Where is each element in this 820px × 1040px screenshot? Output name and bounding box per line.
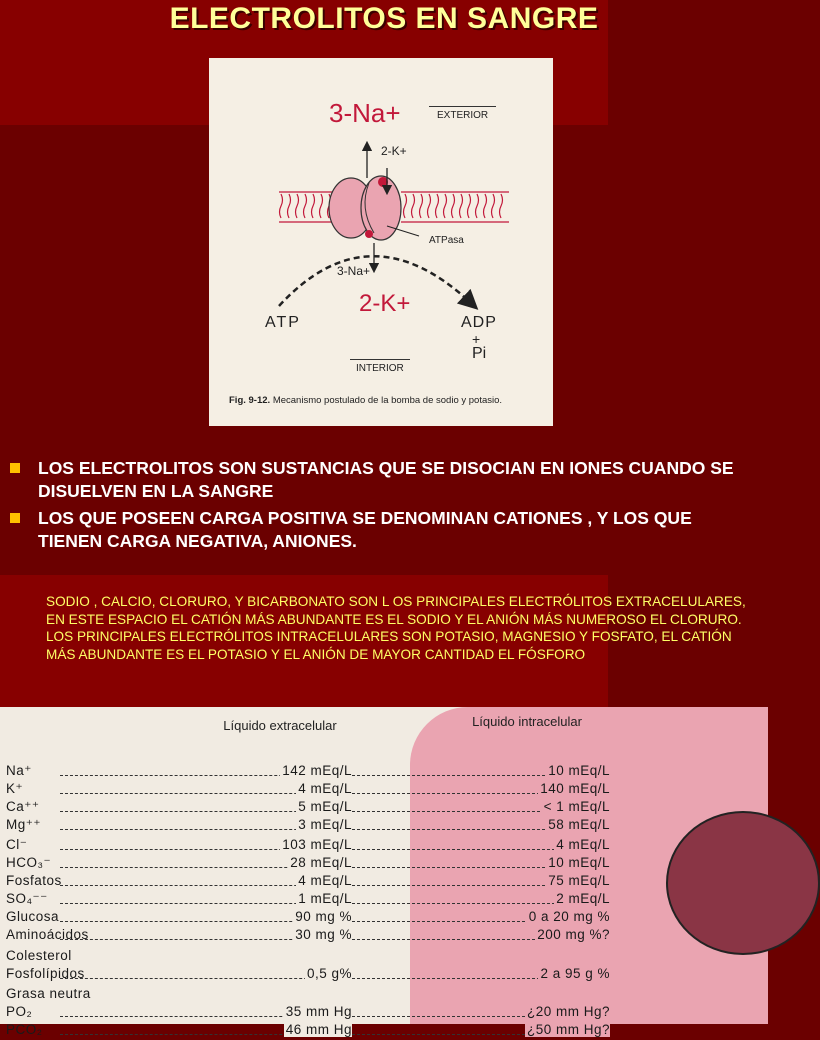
electrolyte-name: Ca⁺⁺ bbox=[6, 799, 40, 814]
table-row bbox=[0, 966, 768, 984]
extracellular-value: 5 mEq/L bbox=[60, 799, 352, 812]
intracellular-value: ¿50 mm Hg? bbox=[352, 1022, 610, 1035]
exterior-label: EXTERIOR bbox=[437, 110, 489, 121]
table-row bbox=[0, 873, 768, 891]
intracellular-value: 0 a 20 mg % bbox=[352, 909, 610, 922]
bullet-text: LOS ELECTROLITOS SON SUSTANCIAS QUE SE DISOCIAN EN IONES CUANDO SE DISUELVEN EN LA SANGRE bbox=[38, 458, 734, 501]
electrolyte-name: Colesterol bbox=[6, 948, 72, 963]
bullet-square-icon bbox=[10, 513, 20, 523]
atp-label: ATP bbox=[265, 314, 301, 331]
electrolyte-name: SO₄⁻⁻ bbox=[6, 891, 48, 906]
extracellular-value: 46 mm Hg bbox=[60, 1022, 352, 1035]
electrolyte-name: Cl⁻ bbox=[6, 837, 28, 852]
extracellular-value: 1 mEq/L bbox=[60, 891, 352, 904]
header-extracellular: Líquido extracelular bbox=[223, 718, 337, 733]
sodium-inside-label: 3-Na+ bbox=[337, 264, 371, 278]
extracellular-value: 35 mm Hg bbox=[60, 1004, 352, 1017]
intracellular-value: 2 a 95 g % bbox=[352, 966, 610, 979]
header-intracellular: Líquido intracelular bbox=[472, 714, 582, 729]
table-row bbox=[0, 909, 768, 927]
caption-number: Fig. 9-12. bbox=[229, 395, 271, 406]
electrolyte-name: Mg⁺⁺ bbox=[6, 817, 42, 832]
table-row bbox=[0, 781, 768, 799]
intracellular-value: 58 mEq/L bbox=[352, 817, 610, 830]
adp-label: ADP bbox=[461, 314, 497, 331]
extracellular-value: 0,5 g% bbox=[60, 966, 352, 979]
extracellular-value: 4 mEq/L bbox=[60, 873, 352, 886]
intracellular-value: 4 mEq/L bbox=[352, 837, 610, 850]
electrolyte-name: PO₂ bbox=[6, 1004, 33, 1019]
electrolytes-paragraph bbox=[46, 593, 756, 663]
table-row bbox=[0, 927, 768, 945]
extracellular-value: 90 mg % bbox=[60, 909, 352, 922]
electrolyte-name: Aminoácidos bbox=[6, 927, 89, 942]
bullet-item bbox=[8, 507, 758, 553]
intracellular-value: 140 mEq/L bbox=[352, 781, 610, 794]
table-row bbox=[0, 891, 768, 909]
intracellular-value: < 1 mEq/L bbox=[352, 799, 610, 812]
intracellular-value: 2 mEq/L bbox=[352, 891, 610, 904]
table-row bbox=[0, 763, 768, 781]
electrolyte-name: Glucosa bbox=[6, 909, 60, 924]
atpase-protein bbox=[329, 176, 401, 240]
table-row bbox=[0, 986, 768, 1004]
extracellular-value: 142 mEq/L bbox=[60, 763, 352, 776]
intracellular-value: 200 mg %? bbox=[352, 927, 610, 940]
extracellular-value: 4 mEq/L bbox=[60, 781, 352, 794]
sodium-potassium-pump-figure bbox=[209, 58, 553, 426]
paragraph-intracellular: LOS PRINCIPALES ELECTRÓLITOS INTRACELULARES SON POTASIO, MAGNESIO Y FOSFATO, EL CATIÓN MÁS ABUNDANTE ES EL POTASIO Y EL ANIÓN DE MAYOR CANTIDAD EL FÓSFORO bbox=[46, 629, 732, 662]
intracellular-value: 10 mEq/L bbox=[352, 763, 610, 776]
potassium-in-label: 2-K+ bbox=[381, 144, 407, 158]
table-row bbox=[0, 817, 768, 835]
bullet-item bbox=[8, 457, 758, 503]
electrolyte-name: Fosfolípidos bbox=[6, 966, 85, 981]
electrolyte-name: Fosfatos bbox=[6, 873, 62, 888]
table-row bbox=[0, 1022, 768, 1040]
potassium-inside-label: 2-K+ bbox=[359, 290, 411, 317]
electrolyte-name: PCO₂ bbox=[6, 1022, 43, 1037]
table-row bbox=[0, 855, 768, 873]
caption-text: Mecanismo postulado de la bomba de sodio y potasio. bbox=[272, 395, 503, 406]
bullet-square-icon bbox=[10, 463, 20, 473]
intracellular-value: 10 mEq/L bbox=[352, 855, 610, 868]
pi-label: Pi bbox=[472, 345, 487, 362]
plus-label: + bbox=[472, 331, 481, 347]
extracellular-value: 28 mEq/L bbox=[60, 855, 352, 868]
electrolyte-name: Na⁺ bbox=[6, 763, 32, 778]
bullet-text: LOS QUE POSEEN CARGA POSITIVA SE DENOMINAN CATIONES , Y LOS QUE TIENEN CARGA NEGATIVA, ANIONES. bbox=[38, 508, 692, 551]
table-row bbox=[0, 837, 768, 855]
electrolyte-name: K⁺ bbox=[6, 781, 24, 796]
figure-caption bbox=[229, 395, 502, 406]
slide-title: ELECTROLITOS EN SANGRE bbox=[169, 2, 599, 35]
table-row bbox=[0, 799, 768, 817]
intracellular-value: 75 mEq/L bbox=[352, 873, 610, 886]
sodium-out-label: 3-Na+ bbox=[329, 98, 401, 128]
electrolyte-name: Grasa neutra bbox=[6, 986, 91, 1001]
paragraph-extracellular: SODIO , CALCIO, CLORURO, Y BICARBONATO SON L OS PRINCIPALES ELECTRÓLITOS EXTRACELULARES, EN ESTE ESPACIO EL CATIÓN MÁS ABUNDANTE ES EL SODIO Y EL ANIÓN MÁS NUMEROSO EL CLORURO. bbox=[46, 594, 746, 627]
extracellular-value: 103 mEq/L bbox=[60, 837, 352, 850]
bullet-list bbox=[8, 457, 758, 557]
intracellular-value: ¿20 mm Hg? bbox=[352, 1004, 610, 1017]
electrolyte-name: HCO₃⁻ bbox=[6, 855, 52, 870]
electrolyte-table-image bbox=[0, 707, 768, 1037]
extracellular-value: 30 mg % bbox=[60, 927, 352, 940]
extracellular-value: 3 mEq/L bbox=[60, 817, 352, 830]
table-row bbox=[0, 948, 768, 966]
table-row bbox=[0, 1004, 768, 1022]
interior-label: INTERIOR bbox=[356, 363, 404, 374]
atpase-label: ATPasa bbox=[429, 235, 464, 246]
